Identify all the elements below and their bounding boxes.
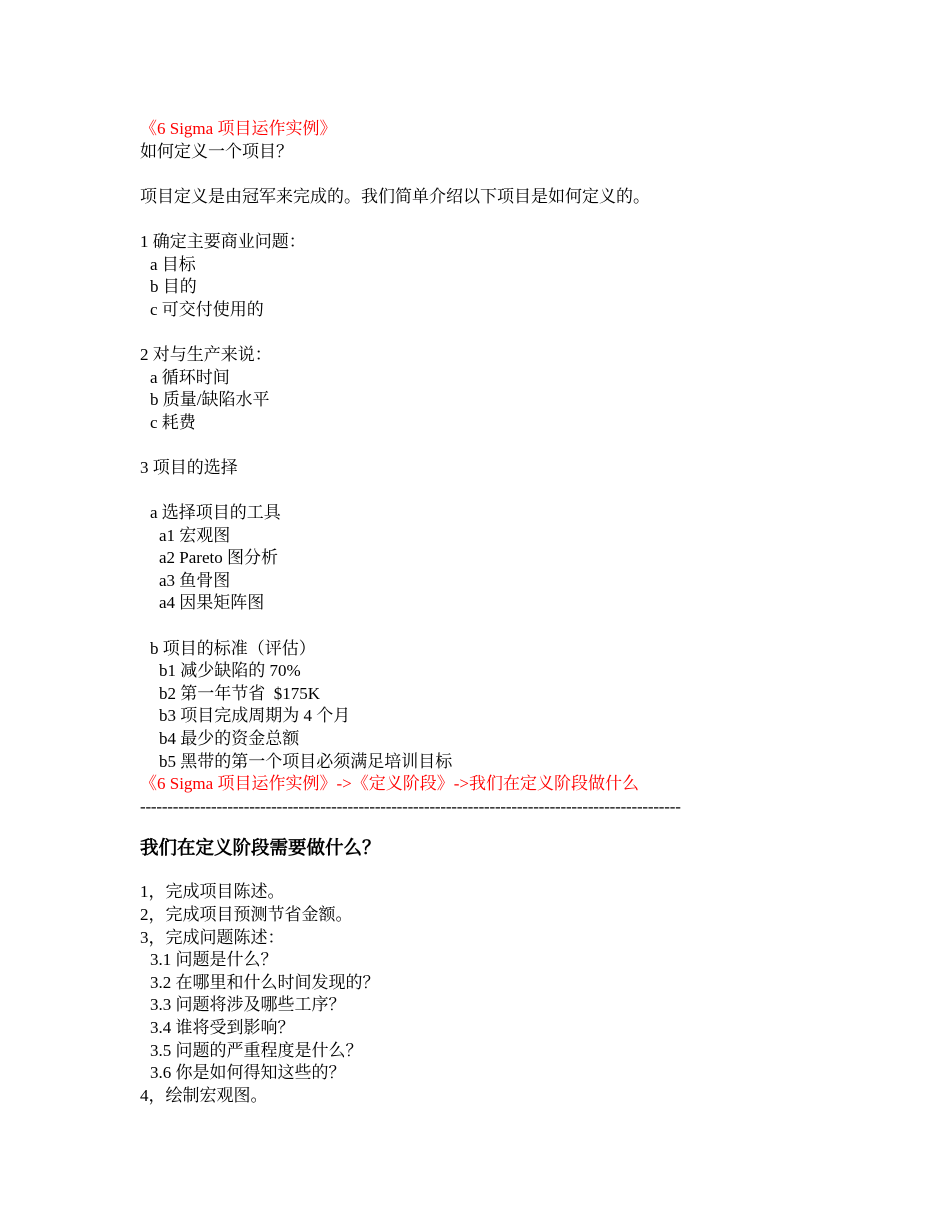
section-3b-item: b3 项目完成周期为 4 个月 [159,706,351,726]
step-sub-item: 3.5 问题的严重程度是什么？ [150,1040,363,1060]
intro-paragraph: 项目定义是由冠军来完成的。我们简单介绍以下项目是如何定义的。 [140,186,650,206]
section-3b-item: b1 减少缺陷的 70% [159,661,301,681]
step-sub-item: 3.6 你是如何得知这些的？ [150,1063,346,1083]
section-1-item: c 可交付使用的 [150,299,264,319]
spacer [140,208,900,231]
section-2-item: b 质量/缺陷水平 [150,390,270,410]
section-1-item: a 目标 [150,254,196,274]
step-sub-item: 3.3 问题将涉及哪些工序？ [150,995,346,1015]
spacer [140,163,900,186]
section-3a-item: a4 因果矩阵图 [159,593,265,613]
document-body [140,118,900,1107]
section-3-title: 3 项目的选择 [140,457,238,477]
section-3a-item: a2 Pareto 图分析 [159,548,278,568]
spacer [140,480,900,503]
step-item: 3，完成问题陈述： [140,927,285,947]
section-2-item: c 耗费 [150,412,196,432]
section-1-title: 1 确定主要商业问题： [140,231,306,251]
breadcrumb-link[interactable]: 《6 Sigma 项目运作实例》->《定义阶段》->我们在定义阶段做什么 [140,774,639,794]
section-3a-title: a 选择项目的工具 [150,503,281,523]
divider-line: --------------------------------------------------------------------------------------------------- [140,796,681,816]
spacer [140,434,900,457]
step-item: 2，完成项目预测节省金额。 [140,905,353,924]
question-heading: 如何定义一个项目？ [140,141,293,161]
step-sub-item: 3.2 在哪里和什么时间发现的？ [150,972,380,992]
section-2-title: 2 对与生产来说： [140,344,272,364]
section-3a-item: a3 鱼骨图 [159,570,231,590]
section-3b-item: b5 黑带的第一个项目必须满足培训目标 [159,751,453,771]
section-3a-item: a1 宏观图 [159,525,231,545]
step-sub-item: 3.4 谁将受到影响？ [150,1017,295,1037]
section-heading: 我们在定义阶段需要做什么？ [140,838,381,860]
section-2-item: a 循环时间 [150,367,230,387]
spacer [140,615,900,638]
step-item: 1，完成项目陈述。 [140,882,285,902]
section-3b-title: b 项目的标准（评估） [150,638,316,658]
section-3b-item: b4 最少的资金总额 [159,729,300,749]
section-1-item: b 目的 [150,277,197,297]
spacer [140,321,900,344]
title-link[interactable]: 《6 Sigma 项目运作实例》 [140,119,337,138]
step-item: 4，绘制宏观图。 [140,1085,268,1105]
section-3b-item: b2 第一年节省 $175K [159,683,321,703]
step-sub-item: 3.1 问题是什么？ [150,950,278,970]
